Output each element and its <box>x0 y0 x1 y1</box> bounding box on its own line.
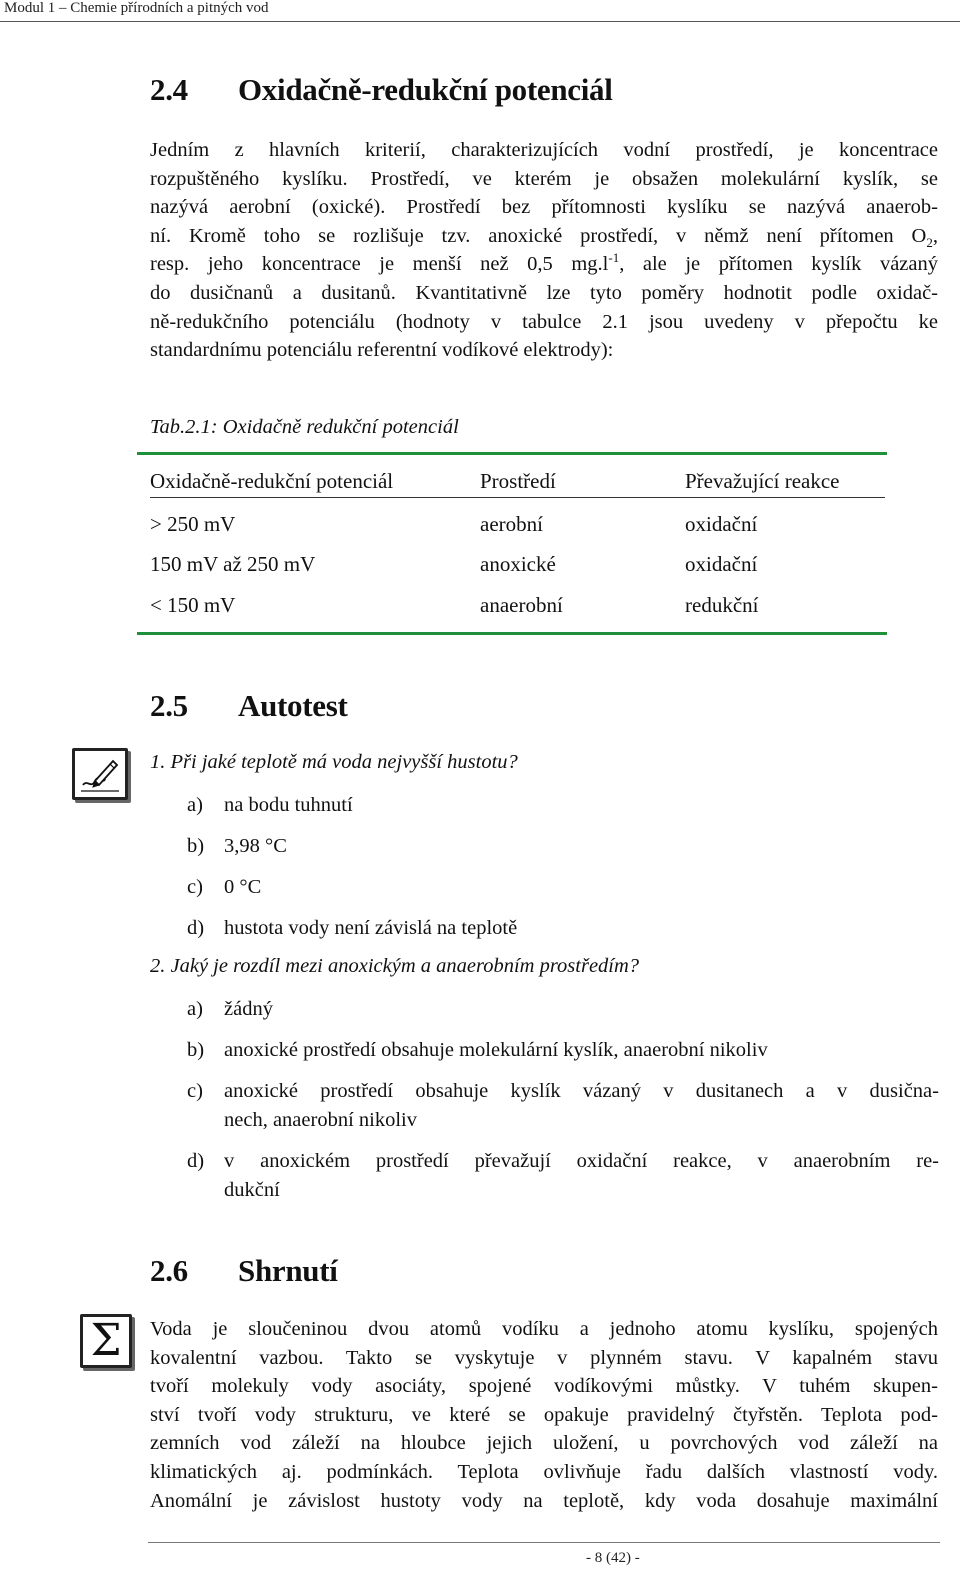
header-rule <box>0 21 960 22</box>
section-title: Autotest <box>238 688 348 723</box>
text-line: zemních vod záleží na hloubce jejich uložení, u povrchových vod záleží na <box>150 1432 938 1455</box>
table-cell: anoxické <box>480 552 556 576</box>
table-cell: aerobní <box>480 512 543 536</box>
question-1: 1. Při jaké teplotě má voda nejvyšší hustotu? <box>150 751 518 773</box>
text-line: ně-redukčního potenciálu (hodnoty v tabulce 2.1 jsou uvedeny v přepočtu ke <box>150 310 938 333</box>
table-bottom-rule <box>137 632 887 635</box>
text-line: Jedním z hlavních kriterií, charakterizujících vodní prostředí, je koncentrace <box>150 139 938 161</box>
table-header-row <box>150 469 885 499</box>
table-row <box>150 512 885 542</box>
section-number: 2.5 <box>150 688 188 723</box>
table-header-cell: Oxidačně-redukční potenciál <box>150 469 394 493</box>
answer-text: na bodu tuhnutí <box>224 794 353 816</box>
footer-rule <box>148 1542 940 1543</box>
answer-text <box>224 1077 939 1134</box>
answer-label: c) <box>187 1080 203 1102</box>
section-number: 2.4 <box>150 72 188 107</box>
answer-1b <box>187 832 939 861</box>
answer-1d <box>187 914 939 943</box>
question-2: 2. Jaký je rozdíl mezi anoxickým a anaerobním prostředím? <box>150 955 640 977</box>
text-line <box>150 250 938 279</box>
text-line: ství tvoří vody strukturu, ve které se opakuje pravidelný čtyřstěn. Teplota pod- <box>150 1403 938 1426</box>
table-cell: > 250 mV <box>150 512 236 536</box>
table-header-rule <box>150 497 885 498</box>
section-number: 2.6 <box>150 1253 188 1288</box>
text-line: nech, anaerobní nikoliv <box>224 1108 417 1131</box>
answer-label: d) <box>187 917 205 939</box>
table-caption: Tab.2.1: Oxidačně redukční potenciál <box>150 416 459 438</box>
text-line <box>150 222 938 251</box>
text-line: v anoxickém prostředí převažují oxidační reakce, v anaerobním re- <box>224 1150 939 1172</box>
table-cell: oxidační <box>685 512 758 536</box>
table-cell: 150 mV až 250 mV <box>150 552 316 576</box>
table-cell: < 150 mV <box>150 593 236 617</box>
answer-label: c) <box>187 876 203 898</box>
answer-text: žádný <box>224 998 273 1020</box>
table-row <box>150 593 885 623</box>
sigma-glyph: Σ <box>90 1315 122 1366</box>
text-fragment: , ale je přítomen kyslík vázaný <box>619 253 938 276</box>
subscript-2: 2 <box>926 234 933 250</box>
text-line: do dusičnanů a dusitanů. Kvantitativně lze tyto poměry hodnotit podle oxidač- <box>150 281 938 304</box>
superscript-minus-1: -1 <box>608 250 620 266</box>
answer-label: a) <box>187 998 203 1020</box>
table-cell: oxidační <box>685 552 758 576</box>
text-line: Voda je sloučeninou dvou atomů vodíku a jednoho atomu kyslíku, spojených <box>150 1318 938 1340</box>
section-heading-2-5 <box>150 688 348 724</box>
text-line: tvoří molekuly vody asociáty, spojené vodíkovými můstky. V tuhém skupen- <box>150 1375 938 1398</box>
text-line: anoxické prostředí obsahuje kyslík vázaný v dusitanech a v dusična- <box>224 1080 939 1102</box>
table-header-cell: Prostředí <box>480 469 556 493</box>
table-cell: anaerobní <box>480 593 563 617</box>
table-header-cell: Převažující reakce <box>685 469 840 493</box>
paragraph-oxygen <box>150 136 938 365</box>
answer-2c <box>187 1077 939 1134</box>
text-line: kovalentní vazbou. Takto se vyskytuje v plynném stavu. V kapalném stavu <box>150 1346 938 1369</box>
text-line: standardnímu potenciálu referentní vodíkové elektrody): <box>150 339 614 362</box>
text-line: Anomální je závislost hustoty vody na teplotě, kdy voda dosahuje maximální <box>150 1489 938 1512</box>
text-line: klimatických aj. podmínkách. Teplota ovlivňuje řadu dalších vlastností vody. <box>150 1460 938 1483</box>
answer-label: d) <box>187 1150 205 1172</box>
text-fragment: , <box>932 224 938 247</box>
page-number: - 8 (42) - <box>586 1550 640 1566</box>
section-title: Shrnutí <box>238 1253 338 1288</box>
answer-2a <box>187 995 939 1024</box>
section-heading-2-6 <box>150 1253 338 1289</box>
text-line: nazývá aerobní (oxické). Prostředí bez přítomnosti kyslíku se nazývá anaerob- <box>150 196 938 219</box>
table-row <box>150 552 885 582</box>
paragraph-summary <box>150 1315 938 1515</box>
sigma-icon <box>80 1314 132 1368</box>
answer-2d <box>187 1147 939 1204</box>
answer-1c <box>187 873 939 902</box>
text-fragment: ní. Kromě toho se rozlišuje tzv. anoxické prostředí, v němž není přítomen O <box>150 224 927 247</box>
section-heading-2-4 <box>150 72 613 108</box>
answer-text: 3,98 °C <box>224 835 287 857</box>
answer-label: a) <box>187 794 203 816</box>
answer-label: b) <box>187 1039 205 1061</box>
pencil-writing-icon <box>72 748 128 800</box>
section-title: Oxidačně-redukční potenciál <box>238 72 613 107</box>
answer-text: hustota vody není závislá na teplotě <box>224 917 518 939</box>
answer-2b <box>187 1036 939 1065</box>
table-top-rule <box>137 452 887 455</box>
text-line: rozpuštěného kyslíku. Prostředí, ve kterém je obsažen molekulární kyslík, se <box>150 167 938 190</box>
answer-text <box>224 1147 939 1204</box>
pencil-writing-icon-graphic <box>75 751 125 797</box>
answer-1a <box>187 791 939 820</box>
answer-text: 0 °C <box>224 876 262 898</box>
table-cell: redukční <box>685 593 759 617</box>
text-fragment: resp. jeho koncentrace je menší než 0,5 mg.l <box>150 253 609 276</box>
running-header: Modul 1 – Chemie přírodních a pitných vod <box>4 0 269 16</box>
answer-text: anoxické prostředí obsahuje molekulární kyslík, anaerobní nikoliv <box>224 1039 768 1061</box>
answer-label: b) <box>187 835 205 857</box>
text-line: dukční <box>224 1178 280 1201</box>
